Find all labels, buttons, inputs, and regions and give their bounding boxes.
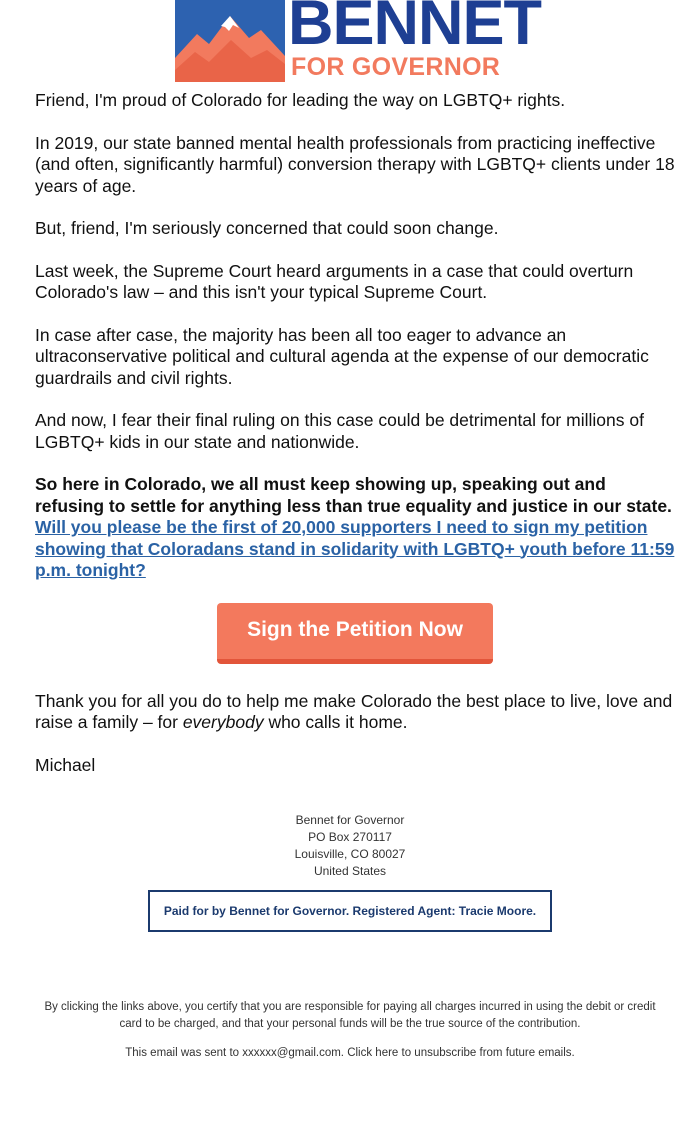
paragraph-majority: In case after case, the majority has been all too eager to advance an ultraconservative political and cultural agenda at the expense of our democratic guardrails and civil rights.: [35, 324, 649, 388]
thanks-emphasis: everybody: [182, 712, 264, 732]
cta-statement: So here in Colorado, we all must keep showing up, speaking out and refusing to settle for anything less than true equality and justice in our state.: [35, 474, 672, 516]
mailing-address: [0, 812, 700, 880]
paid-for-disclaimer: Paid for by Bennet for Governor. Registered Agent: Tracie Moore.: [148, 890, 552, 932]
paragraph-intro: Friend, I'm proud of Colorado for leading the way on LGBTQ+ rights.: [35, 90, 566, 110]
thanks-text-start: Thank you for all you do to help me make Colorado the best place to live, love and raise a family – for: [35, 690, 673, 732]
contribution-disclaimer: By clicking the links above, you certify that you are responsible for paying all charges incurred in using the debit or credit card to be charged, and that your personal funds will be the true source of the contribution.: [44, 1001, 656, 1030]
address-line-city: Louisville, CO 80027: [294, 847, 406, 861]
sign-petition-button[interactable]: Sign the Petition Now: [217, 603, 493, 664]
mountain-state-icon: [175, 0, 285, 82]
paragraph-thanks: [35, 691, 675, 734]
paragraph-supreme-court: Last week, the Supreme Court heard arguments in a case that could overturn Colorado's law – and this isn't your typical Supreme Court.: [35, 260, 634, 302]
signature: Michael: [35, 754, 96, 775]
logo-tagline: FOR GOVERNOR: [291, 53, 501, 81]
thanks-text-end: who calls it home.: [263, 712, 408, 732]
petition-link[interactable]: Will you please be the first of 20,000 supporters I need to sign my petition showing that Coloradans stand in solidarity with LGBTQ+ youth before 11:59 p.m. tonight?: [35, 517, 675, 580]
logo-name: BENNET: [288, 0, 542, 58]
address-line-pobox: PO Box 270117: [308, 830, 392, 844]
address-line-org: Bennet for Governor: [295, 813, 405, 827]
email-body: [35, 90, 675, 797]
address-line-country: United States: [313, 864, 387, 878]
cta-wrapper: [35, 603, 675, 664]
paragraph-ruling: And now, I fear their final ruling on this case could be detrimental for millions of LGBTQ+ kids in our state and nationwide.: [35, 410, 644, 452]
paragraph-call-to-action: [35, 474, 675, 582]
paragraph-concern: But, friend, I'm seriously concerned that could soon change.: [35, 218, 499, 238]
header: [0, 0, 700, 84]
paragraph-2019-ban: In 2019, our state banned mental health professionals from practicing ineffective (and often, significantly harmful) conversion therapy with LGBTQ+ clients under 18 years of age.: [35, 132, 675, 196]
unsubscribe-notice[interactable]: This email was sent to xxxxxx@gmail.com. Click here to unsubscribe from future emails.: [125, 1047, 575, 1059]
